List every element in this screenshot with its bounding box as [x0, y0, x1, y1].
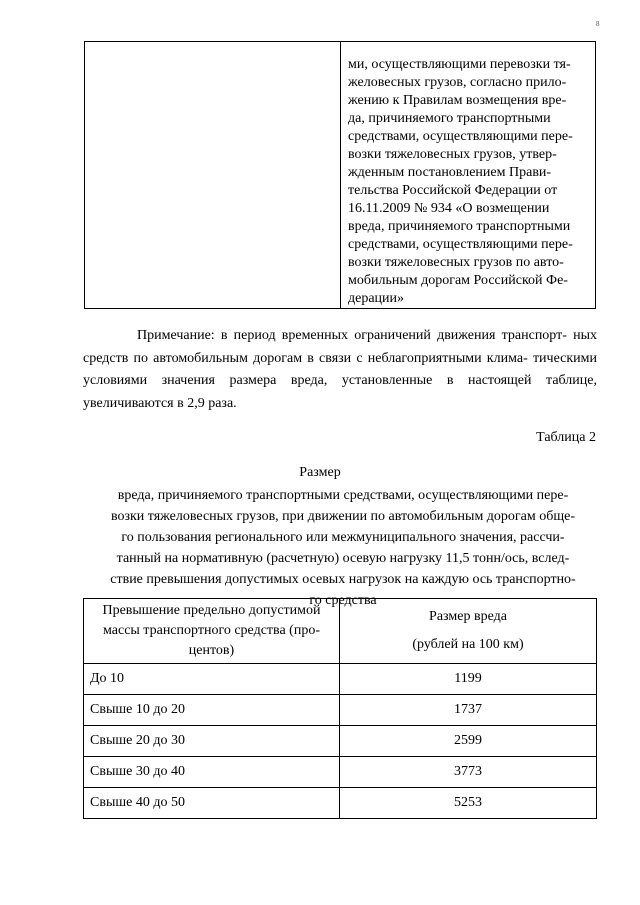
text-line: желовесных грузов, согласно прило-	[348, 75, 567, 90]
table-subtitle	[76, 485, 610, 611]
continuation-table-left-cell	[85, 42, 341, 308]
text-line: средствами, осуществляющими пере-	[348, 237, 573, 252]
text-line: тельства Российской Федерации от	[348, 183, 558, 198]
text-line: возки тяжеловесных грузов по авто-	[348, 255, 564, 270]
subtitle-line: возки тяжеловесных грузов, при движении по автомобильным дорогам обще-	[110, 509, 576, 524]
subtitle-line: го средства	[309, 593, 377, 608]
row-value: 2599	[340, 726, 597, 757]
text-line: вреда, причиняемого транспортными	[348, 219, 571, 234]
table-row	[84, 726, 597, 757]
text-line: средствами, осуществляющими пере-	[348, 129, 573, 144]
subtitle-line: ствие превышения допустимых осевых нагрузок на каждую ось транспортно-	[110, 572, 576, 587]
text-line: дерации»	[348, 291, 405, 306]
note-line: ных средств по автомобильным дорогам в связи с неблагоприятными клима-	[83, 328, 597, 366]
text-line: жденным постановлением Прави-	[348, 165, 552, 180]
row-range: Свыше 40 до 50	[84, 788, 340, 819]
row-value: 3773	[340, 757, 597, 788]
table-title: Размер	[299, 465, 341, 480]
row-value: 5253	[340, 788, 597, 819]
continuation-table-right-cell	[341, 42, 595, 308]
row-range: До 10	[84, 664, 340, 695]
text-line: мобильным дорогам Российской Фе-	[348, 273, 568, 288]
row-range: Свыше 10 до 20	[84, 695, 340, 726]
subtitle-line: вреда, причиняемого транспортными средствами, осуществляющими пере-	[117, 488, 569, 503]
table-number-label: Таблица 2	[536, 430, 596, 445]
page-mark: 8	[596, 20, 600, 28]
row-range: Свыше 20 до 30	[84, 726, 340, 757]
text-line: жению к Правилам возмещения вре-	[348, 93, 567, 108]
subtitle-line: танный на нормативную (расчетную) осевую нагрузку 11,5 тонн/ось, вслед-	[116, 551, 570, 566]
note-line: таблице, увеличиваются в 2,9 раза.	[83, 373, 597, 411]
text-line: да, причиняемого транспортными	[348, 111, 551, 126]
row-value: 1737	[340, 695, 597, 726]
table-row	[84, 757, 597, 788]
note-line: тическими условиями значения размера вреда, установленные в настоящей	[83, 350, 598, 388]
table-row	[84, 664, 597, 695]
row-value: 1199	[340, 664, 597, 695]
note-paragraph	[83, 325, 597, 415]
text-line: возки тяжеловесных грузов, утвер-	[348, 147, 557, 162]
column-header-damage: Размер вреда (рублей на 100 км)	[340, 599, 597, 664]
subtitle-line: го пользования регионального или межмуниципального значения, рассчи-	[121, 530, 565, 545]
damage-table	[83, 598, 597, 819]
table-header-row	[84, 599, 597, 664]
column-header-overload: Превышение предельно допустимой массы транспортного средства (про- центов)	[84, 599, 340, 664]
table-row	[84, 788, 597, 819]
text-line: ми, осуществляющими перевозки тя-	[348, 57, 571, 72]
table-row	[84, 695, 597, 726]
note-line: Примечание: в период временных ограничений движения транспорт-	[137, 328, 567, 343]
text-line: 16.11.2009 № 934 «О возмещении	[348, 201, 550, 216]
row-range: Свыше 30 до 40	[84, 757, 340, 788]
continuation-table	[84, 41, 596, 309]
